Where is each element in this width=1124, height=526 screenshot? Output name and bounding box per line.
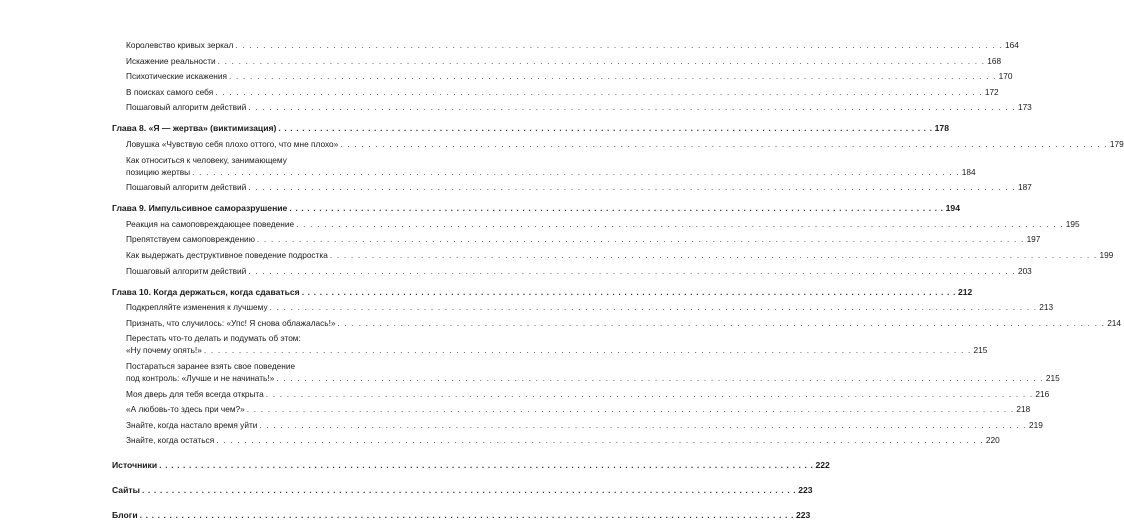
dot-leader	[204, 345, 972, 356]
toc-entry-row	[112, 155, 377, 166]
dot-leader	[330, 250, 1098, 261]
toc-entry-title: Сайты	[112, 485, 140, 496]
toc-entry-row	[112, 102, 1032, 113]
toc-page-number: 170	[998, 71, 1013, 82]
toc-entry-title: Пошаговый алгоритм действий	[126, 182, 247, 193]
toc-entry-row	[112, 218, 1080, 230]
toc-page-number: 187	[1017, 182, 1032, 193]
toc-entry-title: Моя дверь для тебя всегда открыта	[126, 388, 264, 399]
dot-leader	[276, 373, 1044, 384]
toc-entry-title: Блоги	[112, 510, 138, 521]
toc-page-number: 194	[945, 203, 960, 214]
dot-leader	[192, 167, 960, 178]
toc-entry-title: Как относиться к человеку, занимающему	[126, 154, 287, 165]
toc-page-number: 214	[1107, 317, 1122, 328]
dot-leader	[216, 435, 984, 446]
toc-chapter-row	[112, 510, 811, 521]
dot-leader	[248, 266, 1016, 277]
toc-entry-title: Как выдержать деструктивное поведение подростка	[126, 249, 328, 260]
dot-leader	[159, 460, 813, 471]
toc-page-number: 172	[984, 86, 999, 97]
toc-entry-title: Знайте, когда настало время уйти	[126, 419, 258, 430]
dot-leader	[248, 182, 1016, 193]
toc-page-number: 195	[1065, 218, 1080, 229]
toc-entry-row	[112, 86, 999, 98]
toc-entry-title: Источники	[112, 460, 158, 471]
dot-leader	[218, 56, 986, 67]
toc-chapter-row	[112, 203, 960, 214]
toc-page-number: 212	[958, 286, 973, 297]
toc-entry-row	[112, 317, 1122, 329]
toc-entry-row	[112, 249, 1114, 261]
dot-leader	[296, 219, 1064, 230]
toc-entry-title: Глава 8. «Я — жертва» (виктимизация)	[112, 123, 277, 134]
toc-entry-title: Постараться заранее взять свое поведение	[126, 360, 296, 371]
dot-leader	[247, 404, 1015, 415]
toc-entry-row	[112, 71, 1013, 82]
toc-entry-row	[112, 435, 1000, 446]
toc-chapter-row	[112, 460, 830, 471]
toc-entry-title: Пошаговый алгоритм действий	[126, 102, 247, 113]
toc-entry-row	[112, 138, 1124, 150]
toc-page-number: 179	[1109, 138, 1124, 149]
toc-page-number: 218	[1016, 404, 1031, 415]
toc-page-number: 168	[987, 55, 1002, 66]
dot-leader	[235, 40, 1003, 51]
toc-entry-title: Глава 9. Импульсивное саморазрушение	[112, 203, 288, 214]
toc-entry-title: Ловушка «Чувствую себя плохо оттого, что мне плохо»	[126, 138, 339, 149]
toc-entry-title: Пошаговый алгоритм действий	[126, 265, 247, 276]
dot-leader	[259, 420, 1027, 431]
toc-chapter-row	[112, 286, 973, 298]
dot-leader	[278, 123, 932, 134]
toc-entry-row	[112, 333, 377, 344]
toc-page-number: 203	[1017, 265, 1032, 276]
dot-leader	[142, 485, 796, 496]
toc-entry-row	[112, 40, 1019, 51]
dot-leader	[270, 302, 1038, 313]
toc-chapter-row	[112, 485, 813, 496]
toc-entry-row	[112, 182, 1032, 193]
toc-entry-title: Препятствуем самоповреждению	[126, 234, 255, 245]
toc-entry-title: Искажение реальности	[126, 55, 216, 66]
toc-page-number: 223	[798, 485, 813, 496]
toc-entry-title: Перестать что-то делать и подумать об этом:	[126, 333, 301, 344]
toc-page-number: 222	[815, 460, 830, 471]
toc-page-number: 184	[961, 166, 976, 177]
dot-leader	[215, 87, 983, 98]
toc-entry-row	[112, 302, 1054, 313]
toc-entry-title: «Ну почему опять!»	[126, 345, 202, 356]
toc-page-number: 215	[973, 345, 988, 356]
toc-entry-row	[112, 166, 976, 178]
dot-leader	[338, 318, 1106, 329]
toc-page-number: 197	[1026, 234, 1041, 245]
toc-page-number: 223	[795, 510, 811, 521]
toc-entry-title: Реакция на самоповреждающее поведение	[126, 218, 295, 229]
dot-leader	[140, 510, 794, 521]
toc-entry-title: Королевство кривых зеркал	[126, 40, 234, 50]
toc-entry-title: Признать, что случилось: «Упс! Я снова облажалась!»	[126, 317, 336, 328]
toc-page-number: 199	[1099, 249, 1114, 260]
toc-page-number: 219	[1029, 419, 1043, 430]
toc-entry-row	[112, 372, 1060, 384]
dot-leader	[266, 389, 1034, 400]
toc-page-number: 213	[1039, 302, 1054, 313]
toc-entry-title: Глава 10. Когда держаться, когда сдаваться	[112, 286, 300, 297]
toc-entry-row	[112, 388, 1050, 400]
toc-entry-row	[112, 55, 1002, 67]
toc-entry-title: Подкрепляйте изменения к лучшему	[126, 302, 268, 313]
dot-leader	[229, 71, 997, 82]
toc-entry-title: под контроль: «Лучше и не начинать!»	[126, 372, 275, 383]
toc-entry-title: В поисках самого себя	[126, 86, 214, 97]
dot-leader	[248, 102, 1016, 113]
toc-entry-title: Знайте, когда остаться	[126, 435, 215, 446]
toc-entry-row	[112, 361, 377, 372]
toc-entry-row	[112, 265, 1032, 277]
toc-page-number: 173	[1017, 102, 1032, 113]
toc-entry-title: «А любовь-то здесь при чем?»	[126, 404, 245, 415]
toc-entry-row	[112, 404, 1031, 415]
toc-entry-title: Психотические искажения	[126, 71, 228, 82]
table-of-contents	[112, 40, 1124, 526]
toc-page-number: 178	[934, 123, 949, 134]
toc-entry-row	[112, 345, 988, 356]
dot-leader	[289, 203, 943, 214]
toc-page-number: 215	[1045, 372, 1060, 383]
dot-leader	[302, 287, 956, 298]
dot-leader	[257, 234, 1025, 245]
toc-page-number: 216	[1035, 388, 1050, 399]
toc-page-number: 164	[1005, 40, 1019, 50]
dot-leader	[340, 139, 1108, 150]
toc-entry-title: позицию жертвы	[126, 166, 191, 177]
toc-entry-row	[112, 234, 1041, 245]
toc-page-number: 220	[985, 435, 1000, 446]
toc-entry-row	[112, 419, 1043, 431]
toc-chapter-row	[112, 123, 949, 134]
